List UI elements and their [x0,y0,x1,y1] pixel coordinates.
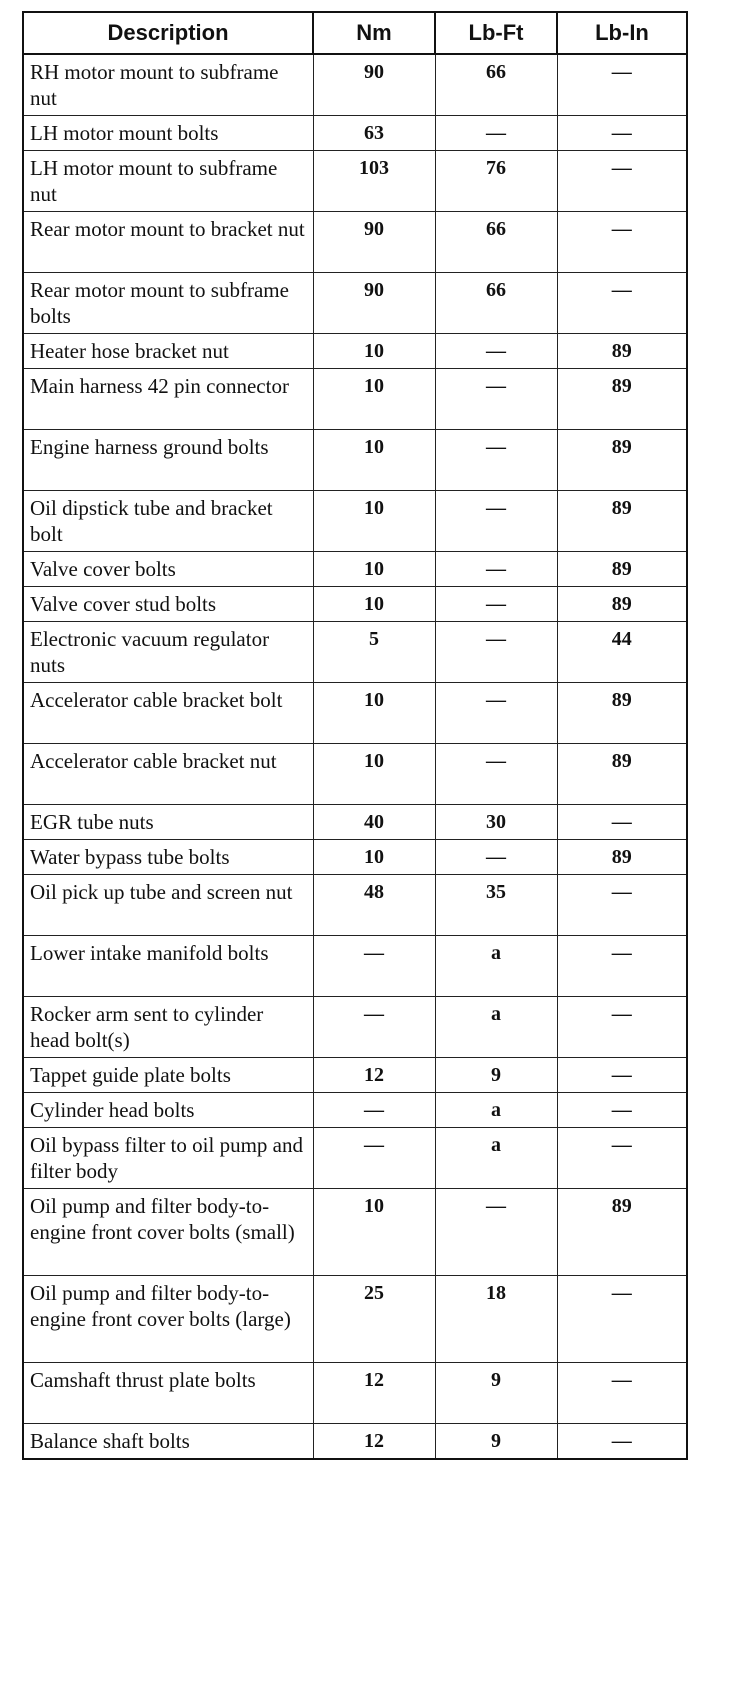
table-row [23,1128,687,1189]
nm-cell: 5 [313,622,435,683]
description-cell: Accelerator cable bracket nut [23,744,313,805]
description-cell: Valve cover bolts [23,552,313,587]
description-cell: Oil dipstick tube and bracket bolt [23,491,313,552]
lb-in-cell: — [557,997,687,1058]
table-row [23,151,687,212]
description-cell: LH motor mount bolts [23,116,313,151]
nm-cell: 103 [313,151,435,212]
nm-cell: 90 [313,273,435,334]
table-row [23,875,687,936]
description-cell: RH motor mount to subframe nut [23,54,313,116]
description-cell: Valve cover stud bolts [23,587,313,622]
description-cell: Oil bypass filter to oil pump and filter body [23,1128,313,1189]
lb-in-cell: — [557,212,687,273]
description-cell: Electronic vacuum regulator nuts [23,622,313,683]
description-cell: Lower intake manifold bolts [23,936,313,997]
table-row [23,997,687,1058]
description-cell: Rear motor mount to subframe bolts [23,273,313,334]
table-row [23,744,687,805]
table-row [23,936,687,997]
lb-in-cell: — [557,936,687,997]
table-row [23,1058,687,1093]
lb-in-cell: — [557,151,687,212]
nm-cell: 12 [313,1058,435,1093]
lb-ft-cell: — [435,491,557,552]
table-row [23,1189,687,1276]
header-nm: Nm [313,12,435,54]
lb-in-cell: 89 [557,840,687,875]
table-row [23,369,687,430]
description-cell: Oil pick up tube and screen nut [23,875,313,936]
description-cell: Camshaft thrust plate bolts [23,1363,313,1424]
lb-ft-cell: 9 [435,1424,557,1460]
lb-ft-cell: 76 [435,151,557,212]
table-row [23,54,687,116]
lb-in-cell: — [557,1093,687,1128]
nm-cell: 40 [313,805,435,840]
description-cell: Rocker arm sent to cylinder head bolt(s) [23,997,313,1058]
description-cell: Main harness 42 pin connector [23,369,313,430]
header-description: Description [23,12,313,54]
lb-in-cell: — [557,116,687,151]
nm-cell: 10 [313,840,435,875]
lb-in-cell: 89 [557,552,687,587]
table-row [23,552,687,587]
table-row [23,273,687,334]
table-row [23,116,687,151]
lb-in-cell: 89 [557,491,687,552]
lb-ft-cell: 9 [435,1363,557,1424]
lb-in-cell: — [557,1424,687,1460]
table-row [23,587,687,622]
lb-ft-cell: — [435,587,557,622]
lb-ft-cell: 66 [435,273,557,334]
lb-in-cell: — [557,1128,687,1189]
lb-ft-cell: — [435,744,557,805]
nm-cell: 12 [313,1424,435,1460]
torque-spec-sheet [22,11,688,1460]
nm-cell: — [313,997,435,1058]
table-row [23,212,687,273]
lb-ft-cell: 9 [435,1058,557,1093]
description-cell: Heater hose bracket nut [23,334,313,369]
nm-cell: 10 [313,1189,435,1276]
table-row [23,805,687,840]
description-cell: Tappet guide plate bolts [23,1058,313,1093]
lb-ft-cell: 66 [435,212,557,273]
description-cell: Engine harness ground bolts [23,430,313,491]
lb-in-cell: — [557,54,687,116]
lb-in-cell: 89 [557,587,687,622]
lb-ft-cell: — [435,683,557,744]
table-row [23,840,687,875]
lb-in-cell: 89 [557,334,687,369]
table-row [23,1363,687,1424]
nm-cell: 10 [313,683,435,744]
table-row [23,430,687,491]
nm-cell: — [313,1093,435,1128]
table-row [23,1276,687,1363]
description-cell: Water bypass tube bolts [23,840,313,875]
lb-in-cell: — [557,805,687,840]
nm-cell: 90 [313,54,435,116]
lb-ft-cell: — [435,552,557,587]
table-body [23,54,687,1459]
nm-cell: 10 [313,334,435,369]
lb-ft-cell: — [435,1189,557,1276]
lb-in-cell: — [557,1363,687,1424]
lb-in-cell: 89 [557,369,687,430]
lb-in-cell: 89 [557,430,687,491]
nm-cell: 10 [313,552,435,587]
nm-cell: 10 [313,430,435,491]
lb-ft-cell: — [435,430,557,491]
lb-ft-cell: — [435,622,557,683]
lb-in-cell: — [557,273,687,334]
header-lb-in: Lb-In [557,12,687,54]
table-row [23,334,687,369]
lb-ft-cell: — [435,116,557,151]
lb-in-cell: 44 [557,622,687,683]
table-row [23,491,687,552]
nm-cell: 10 [313,744,435,805]
description-cell: Oil pump and filter body-to-engine front cover bolts (large) [23,1276,313,1363]
nm-cell: — [313,936,435,997]
lb-ft-cell: — [435,334,557,369]
nm-cell: 10 [313,491,435,552]
lb-in-cell: — [557,1276,687,1363]
header-lb-ft: Lb-Ft [435,12,557,54]
lb-ft-cell: a [435,997,557,1058]
description-cell: Rear motor mount to bracket nut [23,212,313,273]
nm-cell: 90 [313,212,435,273]
table-row [23,622,687,683]
lb-ft-cell: a [435,1093,557,1128]
lb-ft-cell: 66 [435,54,557,116]
table-row [23,1424,687,1460]
nm-cell: 48 [313,875,435,936]
lb-ft-cell: 30 [435,805,557,840]
table-row [23,1093,687,1128]
lb-ft-cell: — [435,369,557,430]
lb-in-cell: 89 [557,683,687,744]
torque-spec-table [22,11,688,1460]
lb-in-cell: — [557,875,687,936]
lb-ft-cell: a [435,936,557,997]
description-cell: Oil pump and filter body-to-engine front cover bolts (small) [23,1189,313,1276]
lb-ft-cell: a [435,1128,557,1189]
nm-cell: — [313,1128,435,1189]
lb-ft-cell: 18 [435,1276,557,1363]
lb-in-cell: 89 [557,744,687,805]
lb-in-cell: 89 [557,1189,687,1276]
nm-cell: 63 [313,116,435,151]
table-row [23,683,687,744]
nm-cell: 25 [313,1276,435,1363]
lb-ft-cell: 35 [435,875,557,936]
nm-cell: 12 [313,1363,435,1424]
description-cell: Balance shaft bolts [23,1424,313,1460]
table-header-row [23,12,687,54]
nm-cell: 10 [313,369,435,430]
lb-ft-cell: — [435,840,557,875]
description-cell: Cylinder head bolts [23,1093,313,1128]
description-cell: LH motor mount to subframe nut [23,151,313,212]
description-cell: EGR tube nuts [23,805,313,840]
description-cell: Accelerator cable bracket bolt [23,683,313,744]
lb-in-cell: — [557,1058,687,1093]
nm-cell: 10 [313,587,435,622]
